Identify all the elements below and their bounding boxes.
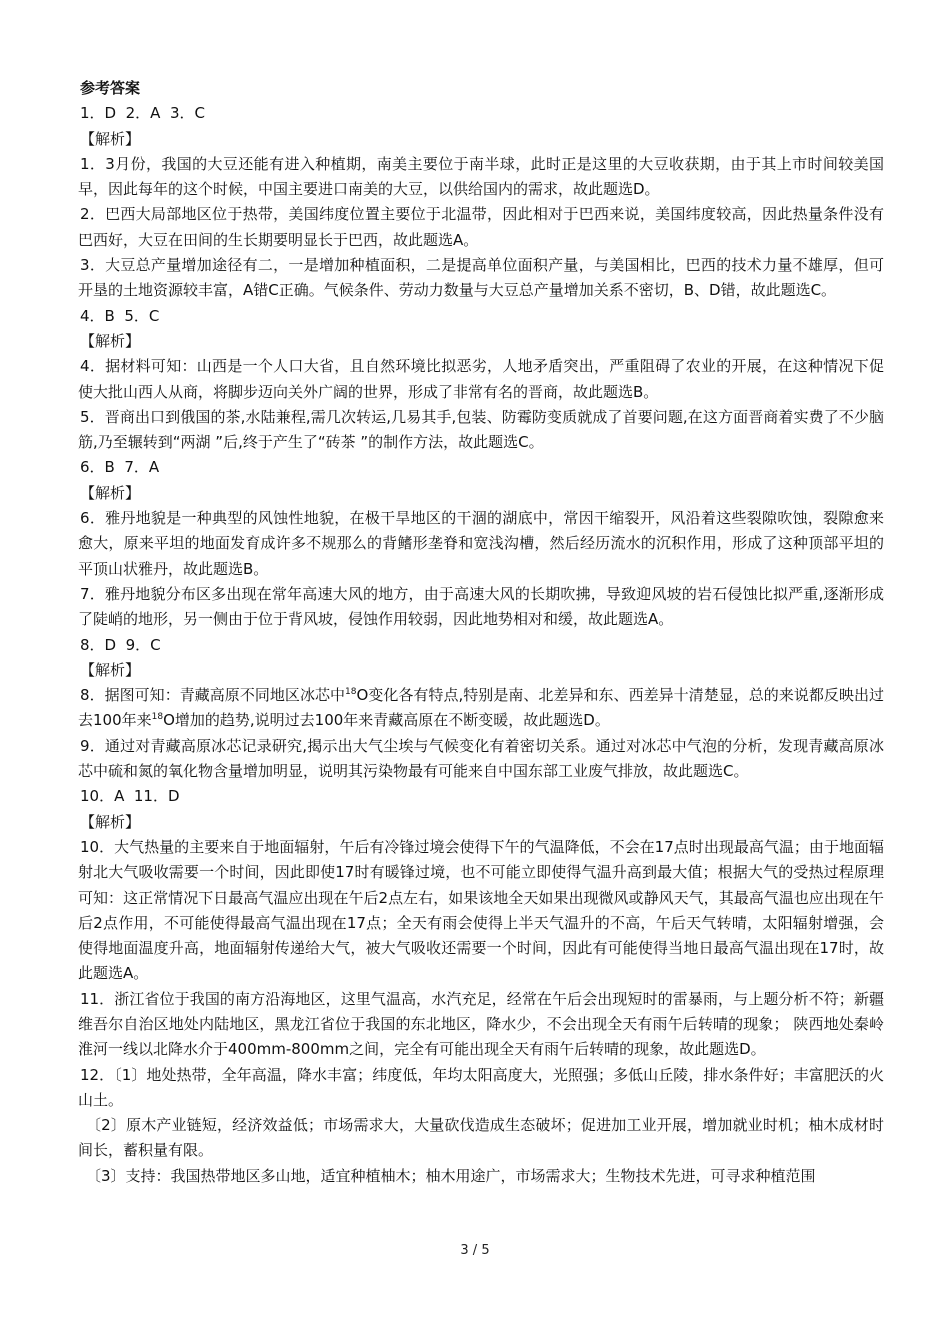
q8-text-b: O变化各有特点,特别是南、北差异和东、西差异十清楚显，总的来说都反映出过去100年来 <box>78 686 884 730</box>
explanation-paragraph: 11．浙江省位于我国的南方沿海地区，这里气温高，水汽充足，经常在午后会出现短时的雷暴雨，与上题分析不符；新疆维吾尔自治区地处内陆地区，黑龙江省位于我国的东北地区，降水少，不会出现全天有雨午后转晴的现象； 陕西地处秦岭淮河一线以北降水介于400mm-800mm之间，完全有可能出现全天有雨午后转晴的现象，故此题选D。 <box>78 989 884 1059</box>
section-heading: 参考答案 <box>80 79 141 97</box>
answer-line: 8．D 9．C <box>80 635 161 654</box>
explanation-paragraph: 1．3月份，我国的大豆还能有进入种植期，南美主要位于南半球，此时正是这里的大豆收获期，由于其上市时间较美国早，因此每年的这个时候，中国主要进口南美的大豆，以供给国内的需求，故此题选D。 <box>78 154 884 199</box>
answer-paragraph-q12-3: 〔3〕支持：我国热带地区多山地，适宜种植柚木；柚木用途广，市场需求大；生物技术先进，可寻求种植范围 <box>86 1166 816 1185</box>
isotope-superscript: 18 <box>345 687 357 698</box>
analysis-label: 【解析】 <box>80 660 141 679</box>
answer-paragraph-q12-2: 〔2〕原木产业链短，经济效益低；市场需求大，大量砍伐造成生态破坏；促进加工业开展，增加就业时机；柚木成材时间长，蓄积量有限。 <box>78 1116 884 1160</box>
explanation-paragraph: 3．大豆总产量增加途径有二，一是增加种植面积，二是提高单位面积产量，与美国相比，巴西的技术力量不雄厚，但可开垦的土地资源较丰富，A错C正确。气候条件、劳动力数量与大豆总产量增加关系不密切，B、D错，故此题选C。 <box>78 256 884 300</box>
explanation-paragraph-q8 <box>78 683 884 734</box>
answer-paragraph-q12-1: 12．〔1〕地处热带，全年高温，降水丰富；纬度低，年均太阳高度大，光照强；多低山丘陵，排水条件好；丰富肥沃的火山土。 <box>78 1065 884 1109</box>
isotope-superscript: 18 <box>151 712 164 723</box>
explanation-paragraph: 6．雅丹地貌是一种典型的风蚀性地貌，在极干旱地区的干涸的湖底中，常因干缩裂开，风沿着这些裂隙吹蚀，裂隙愈来愈大，原来平坦的地面发育成许多不规那么的背鳍形垄脊和宽浅沟槽，然后经历流水的沉积作用，形成了这种顶部平坦的平顶山状雅丹，故此题选B。 <box>78 509 884 578</box>
answer-content <box>78 76 884 1189</box>
q8-text-c: O增加的趋势,说明过去100年来青藏高原在不断变暖，故此题选D。 <box>163 711 610 730</box>
explanation-paragraph: 5．晋商出口到俄国的茶,水陆兼程,需几次转运,几易其手,包装、防霉防变质就成了首要问题,在这方面晋商着实费了不少脑筋,乃至辗转到“两湖 ”后,终于产生了“砖茶 ”的制作方法，故此题选C。 <box>78 407 884 452</box>
explanation-paragraph: 2．巴西大局部地区位于热带，美国纬度位置主要位于北温带，因此相对于巴西来说，美国纬度较高，因此热量条件没有巴西好，大豆在田间的生长期要明显长于巴西，故此题选A。 <box>78 205 884 249</box>
explanation-paragraph: 7．雅丹地貌分布区多出现在常年高速大风的地方，由于高速大风的长期吹拂，导致迎风坡的岩石侵蚀比拟严重,逐渐形成了陡峭的地形，另一侧由于位于背风坡，侵蚀作用较弱，因此地势相对和缓，故此题选A。 <box>78 584 884 629</box>
answer-line: 6．B 7．A <box>80 458 160 477</box>
analysis-label: 【解析】 <box>80 129 141 148</box>
q8-text-a: 8．据图可知：青藏高原不同地区冰芯中 <box>80 686 346 705</box>
explanation-paragraph: 9．通过对青藏高原冰芯记录研究,揭示出大气尘埃与气候变化有着密切关系。通过对冰芯中气泡的分析，发现青藏高原冰芯中硫和氮的氧化物含量增加明显，说明其污染物最有可能来自中国东部工业废气排放，故此题选C。 <box>78 736 884 781</box>
explanation-paragraph: 10．大气热量的主要来自于地面辐射，午后有冷锋过境会使得下午的气温降低，不会在17点时出现最高气温；由于地面辐射北大气吸收需要一个时间，因此即使17时有暖锋过境，也不可能立即使得气温升高到最大值；根据大气的受热过程原理可知：这正常情况下日最高气温应出现在午后2点左右，如果该地全天如果出现微风或静风天气，其最高气温也应出现在午后2点作用，不可能使得最高气温出现在17点；全天有雨会使得上半天气温升的不高，午后天气转晴，太阳辐射增强，会使得地面温度升高，地面辐射传递给大气，被大气吸收还需要一个时间，因此有可能使得当地日最高气温出现在17时，故此题选A。 <box>78 837 884 983</box>
analysis-label: 【解析】 <box>80 812 141 831</box>
answer-line: 1．D 2．A 3．C <box>80 104 205 123</box>
answer-line: 4．B 5．C <box>80 306 160 325</box>
explanation-paragraph: 4．据材料可知：山西是一个人口大省，且自然环境比拟恶劣，人地矛盾突出，严重阻碍了农业的开展，在这种情况下促使大批山西人从商，将脚步迈向关外广阔的世界，形成了非常有名的晋商，故此题选B。 <box>78 357 884 401</box>
analysis-label: 【解析】 <box>80 331 141 350</box>
answer-line: 10．A 11．D <box>80 787 180 806</box>
analysis-label: 【解析】 <box>80 483 141 502</box>
page-number: 3 / 5 <box>460 1243 490 1258</box>
